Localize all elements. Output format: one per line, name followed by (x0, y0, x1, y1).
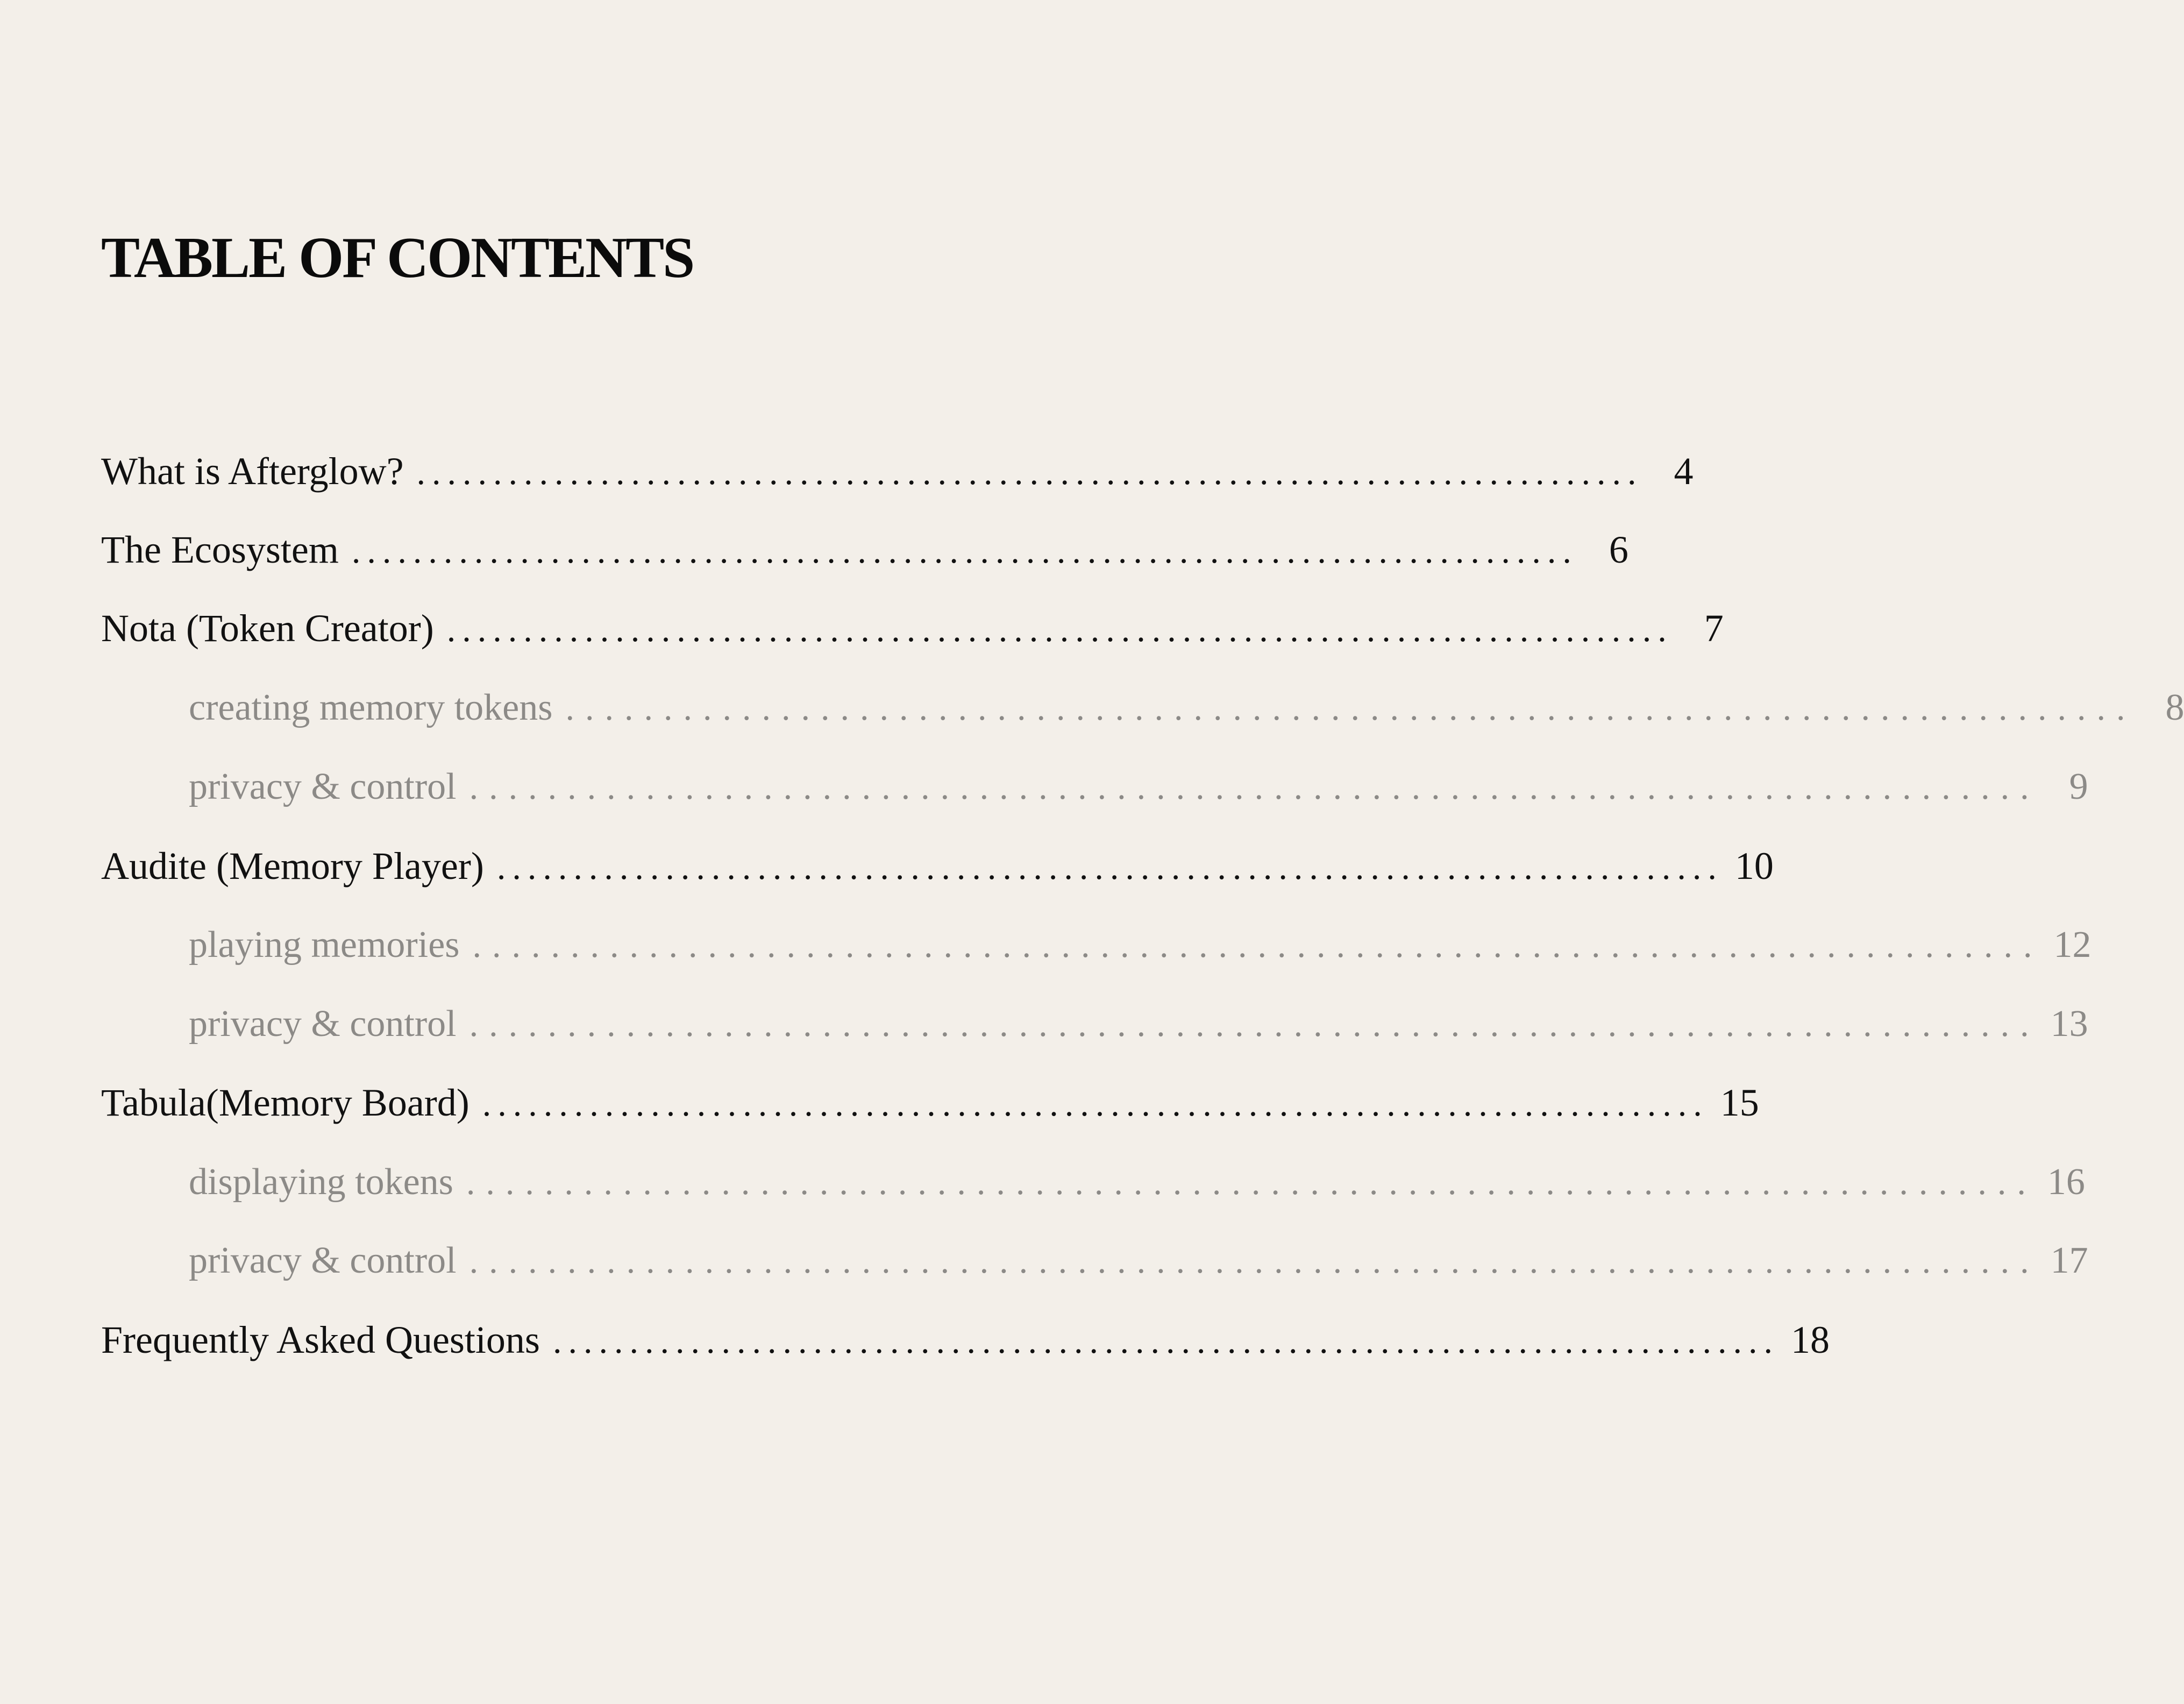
toc-entry-page-number: 6 (1609, 528, 1628, 571)
toc-subentry-playing-memories (189, 918, 2091, 972)
dot-leader: ................................................................................ (472, 926, 2043, 965)
toc-entry-page-number: 18 (1790, 1318, 1830, 1361)
toc-entry-page-number: 9 (2069, 766, 2088, 807)
toc-entry-label: privacy & control (189, 766, 457, 807)
toc-entry-the-ecosystem (101, 523, 1628, 577)
dot-leader: ................................................................................ (469, 768, 2040, 807)
dot-leader: ................................................................................ (552, 1322, 1779, 1361)
toc-entry-page-number: 8 (2165, 687, 2184, 728)
dot-leader: ................................................................................ (482, 1084, 1709, 1124)
toc-entry-page-number: 16 (2047, 1161, 2085, 1203)
toc-subentry-privacy-control (189, 1234, 2088, 1288)
dot-leader: ................................................................................ (446, 610, 1673, 649)
toc-subentry-creating-memory-tokens (189, 681, 2184, 735)
toc-entry-label: What is Afterglow? (101, 450, 404, 493)
dot-leader: ................................................................................ (469, 1241, 2040, 1281)
toc-entry-label: Tabula(Memory Board) (101, 1081, 469, 1124)
toc-entry-audite (101, 839, 1774, 893)
toc-entry-label: playing memories (189, 924, 460, 965)
toc-entry-page-number: 15 (1720, 1081, 1759, 1124)
dot-leader: ................................................................................ (469, 1005, 2040, 1044)
toc-entry-page-number: 17 (2050, 1240, 2088, 1281)
toc-entry-page-number: 13 (2050, 1003, 2088, 1045)
dot-leader: ................................................................................ (416, 453, 1643, 492)
toc-subentry-privacy-control (189, 997, 2088, 1051)
toc-entry-what-is-afterglow (101, 444, 1694, 498)
toc-entry-label: The Ecosystem (101, 528, 339, 571)
dot-leader: ................................................................................ (565, 688, 2136, 728)
toc-entry-label: Nota (Token Creator) (101, 607, 434, 650)
toc-entry-label: displaying tokens (189, 1161, 453, 1203)
toc-entry-label: privacy & control (189, 1240, 457, 1281)
toc-subentry-displaying-tokens (189, 1155, 2085, 1209)
dot-leader: ................................................................................ (496, 848, 1723, 887)
toc-entry-label: privacy & control (189, 1003, 457, 1045)
toc-entry-nota (101, 601, 1724, 655)
toc-entry-page-number: 12 (2053, 924, 2091, 965)
toc-entry-label: creating memory tokens (189, 687, 553, 728)
toc-entry-page-number: 4 (1674, 450, 1694, 493)
toc-entry-label: Audite (Memory Player) (101, 844, 484, 888)
toc-entry-label: Frequently Asked Questions (101, 1318, 540, 1361)
toc-entry-tabula (101, 1076, 1759, 1130)
toc-entry-page-number: 10 (1734, 844, 1774, 888)
toc-entry-faq (101, 1313, 1830, 1367)
dot-leader: ................................................................................ (466, 1163, 2037, 1202)
dot-leader: ................................................................................ (351, 531, 1578, 571)
toc-subentry-privacy-control (189, 760, 2088, 814)
page-title: TABLE OF CONTENTS (101, 226, 694, 290)
toc-entry-page-number: 7 (1704, 607, 1724, 650)
